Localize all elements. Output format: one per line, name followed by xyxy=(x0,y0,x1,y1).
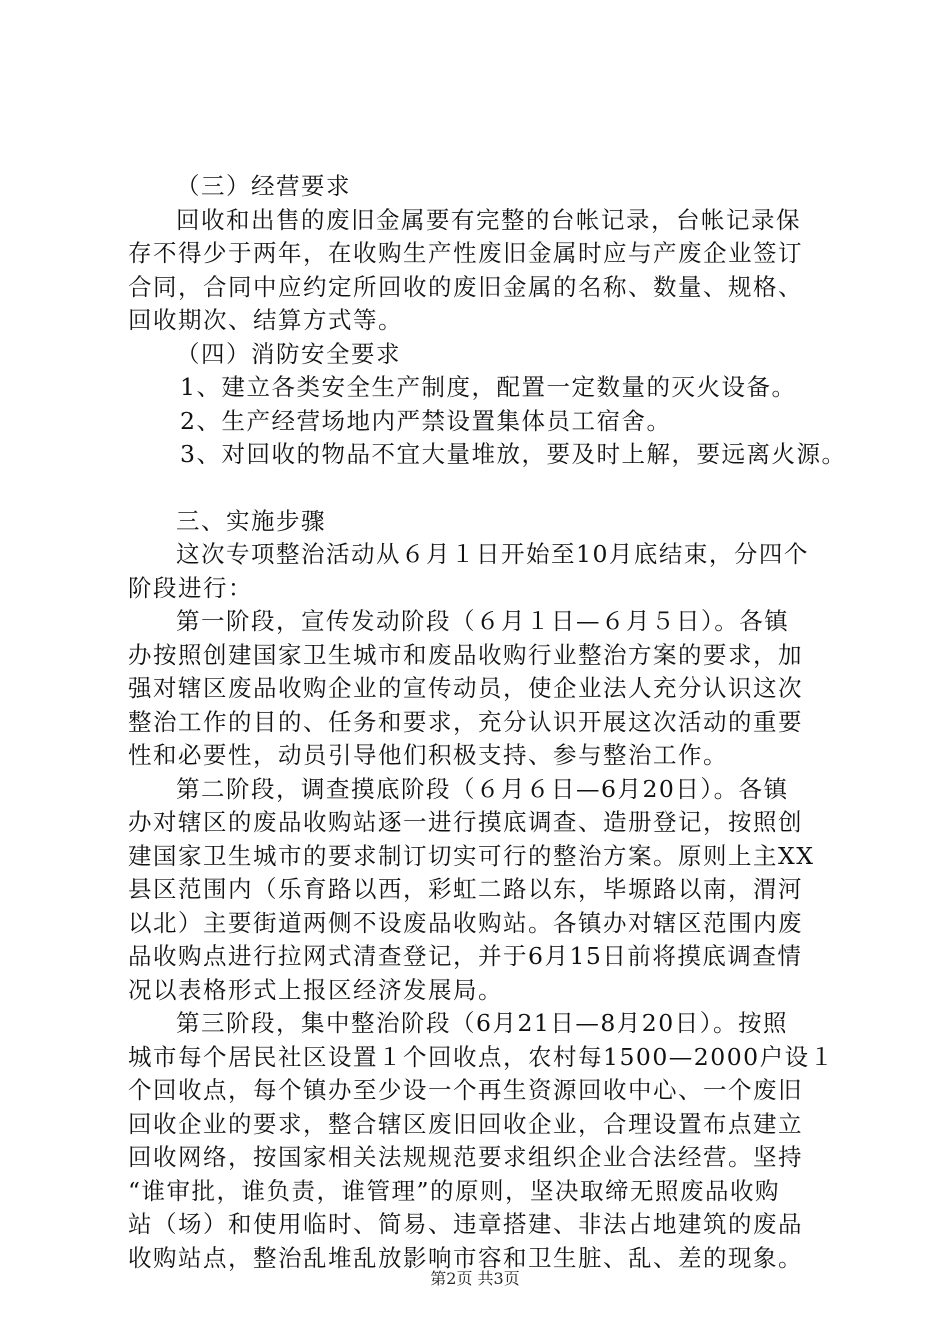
paragraph-line: 建国家卫生城市的要求制订切实可行的整治方案。原则上主XX xyxy=(128,841,815,870)
paragraph-line: 性和必要性，动员引导他们积极支持、参与整治工作。 xyxy=(128,741,728,769)
section-spacer xyxy=(128,472,828,505)
paragraph-line: 阶段进行： xyxy=(128,573,253,602)
paragraph-line: 个回收点，每个镇办至少设一个再生资源回收中心、一个废旧 xyxy=(128,1076,803,1104)
page-number-footer: 第2页 共3页 xyxy=(430,1269,520,1288)
paragraph-line: 第二阶段，调查摸底阶段（６月６日—6月20日）。各镇 xyxy=(176,774,789,803)
list-item: 1、建立各类安全生产制度，配置一定数量的灭火设备。 xyxy=(180,373,797,401)
paragraph-line: 回收期次、结算方式等。 xyxy=(128,306,403,334)
paragraph-line: 办按照创建国家卫生城市和废品收购行业整治方案的要求，加 xyxy=(128,640,803,669)
section-heading-operations: （三）经营要求 xyxy=(176,172,351,200)
section-heading-fire-safety: （四）消防安全要求 xyxy=(176,339,401,368)
list-item: 2、生产经营场地内严禁设置集体员工宿舍。 xyxy=(180,406,672,435)
section-heading-steps: 三、实施步骤 xyxy=(176,506,326,535)
paragraph-line: 况以表格形式上报区经济发展局。 xyxy=(128,975,503,1004)
paragraph-line: 城市每个居民社区设置１个回收点，农村每1500—2000户设１ xyxy=(128,1042,835,1071)
paragraph-line: 站（场）和使用临时、简易、违章搭建、非法占地建筑的废品 xyxy=(128,1210,803,1238)
paragraph-line: 回收和出售的废旧金属要有完整的台帐记录，台帐记录保 xyxy=(176,205,801,234)
paragraph-line: 办对辖区的废品收购站逐一进行摸底调查、造册登记，按照创 xyxy=(128,808,803,836)
paragraph-line: 存不得少于两年，在收购生产性废旧金属时应与产废企业签订 xyxy=(128,239,803,267)
paragraph-line: 回收企业的要求，整合辖区废旧回收企业，合理设置布点建立 xyxy=(128,1109,803,1138)
paragraph-line: 整治工作的目的、任务和要求，充分认识开展这次活动的重要 xyxy=(128,707,803,736)
paragraph-line: 以北）主要街道两侧不设废品收购站。各镇办对辖区范围内废 xyxy=(128,908,803,937)
paragraph-line: 第三阶段，集中整治阶段（6月21日—8月20日）。按照 xyxy=(176,1009,788,1037)
paragraph-line: 合同，合同中应约定所回收的废旧金属的名称、数量、规格、 xyxy=(128,272,803,301)
paragraph-line: 第一阶段，宣传发动阶段（６月１日—６月５日）。各镇 xyxy=(176,607,790,635)
paragraph-line: 这次专项整治活动从６月１日开始至10月底结束，分四个 xyxy=(176,540,809,568)
paragraph-line: “谁审批，谁负责，谁管理”的原则，坚决取缔无照废品收购 xyxy=(128,1176,781,1205)
paragraph-line: 品收购点进行拉网式清查登记，并于6月15日前将摸底调查情 xyxy=(128,942,803,970)
paragraph-line: 收购站点，整治乱堆乱放影响市容和卫生脏、乱、差的现象。 xyxy=(128,1243,803,1272)
paragraph-line: 强对辖区废品收购企业的宣传动员，使企业法人充分认识这次 xyxy=(128,674,803,702)
paragraph-line: 回收网络，按国家相关法规规范要求组织企业合法经营。坚持 xyxy=(128,1143,803,1171)
document-body xyxy=(128,170,847,1275)
paragraph-line: 县区范围内（乐育路以西，彩虹二路以东，毕塬路以南，渭河 xyxy=(128,875,803,903)
list-item: 3、对回收的物品不宜大量堆放，要及时上解，要远离火源。 xyxy=(180,440,847,468)
